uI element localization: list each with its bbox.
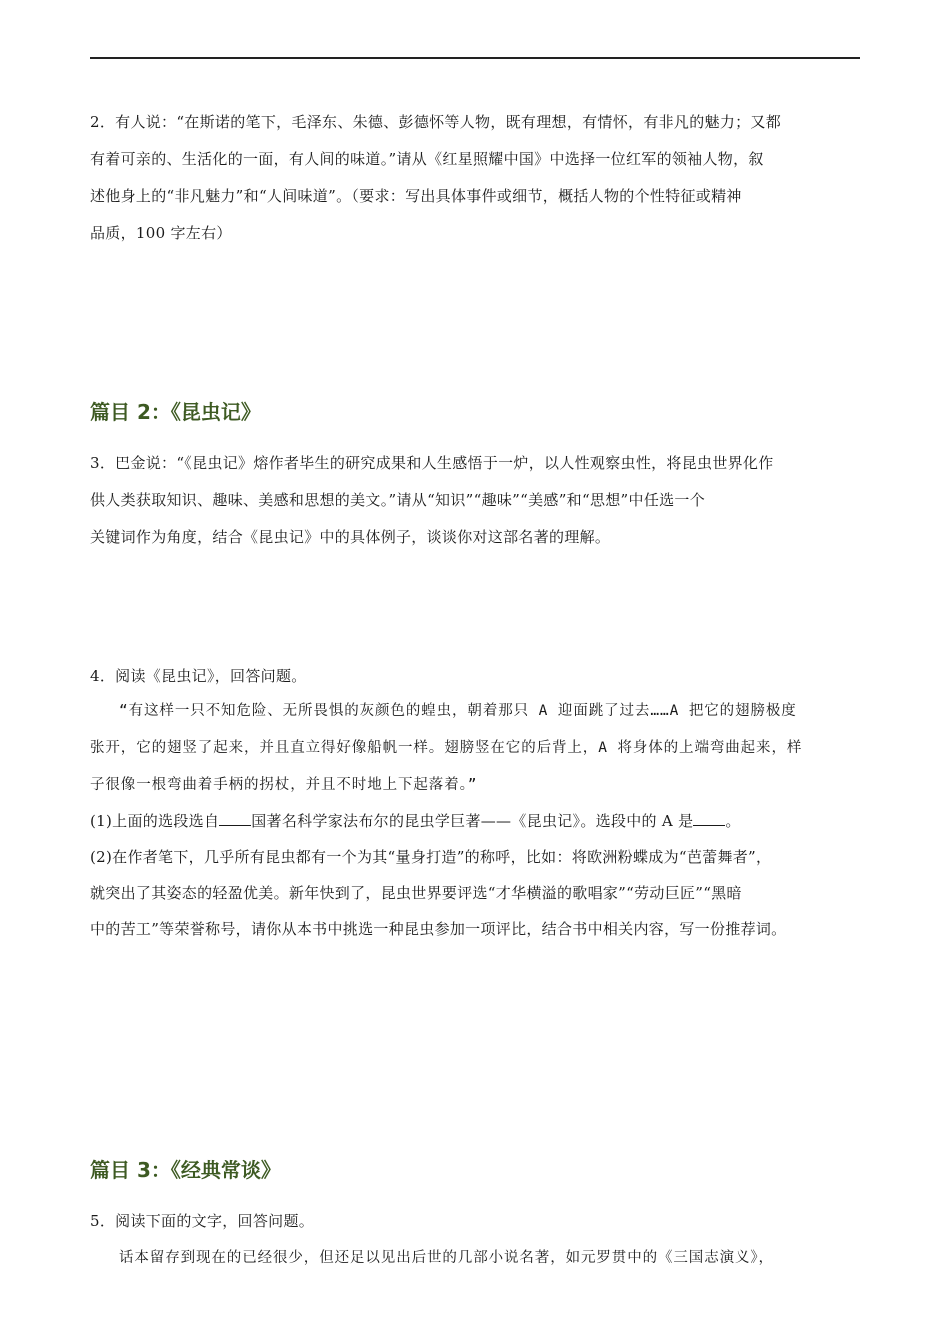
question-2-line: 述他身上的“非凡魅力”和“人间味道”。（要求：写出具体事件或细节，概括人物的个性特征或精神 — [90, 187, 742, 205]
quote-line: “有这样一只不知危险、无所畏惧的灰颜色的蝗虫，朝着那只 A 迎面跳了过去……A 把它的翅膀极度 — [119, 703, 797, 719]
question-4-quote — [90, 693, 860, 804]
question-4-intro: 4．阅读《昆虫记》，回答问题。 — [90, 667, 307, 685]
quote-line: 子很像一根弯曲着手柄的拐杖，并且不时地上下起落着。” — [90, 777, 478, 793]
quote-line: 张开，它的翅竖了起来，并且直立得好像船帆一样。翅膀竖在它的后背上，A 将身体的上端弯曲起来，样 — [90, 740, 803, 756]
question-3-line: 3．巴金说：“《昆虫记》熔作者毕生的研究成果和人生感悟于一炉，以人性观察虫性，将昆虫世界化作 — [90, 454, 774, 472]
question-2-line: 2．有人说：“在斯诺的笔下，毛泽东、朱德、彭德怀等人物，既有理想，有情怀，有非凡的魅力；又都 — [90, 113, 782, 131]
sub-2-line: 就突出了其姿态的轻盈优美。新年快到了，昆虫世界要评选“才华横溢的歌唱家”“劳动巨匠”“黑暗 — [90, 884, 742, 902]
question-3-line: 供人类获取知识、趣味、美感和思想的美文。”请从“知识”“趣味”“美感”和“思想”中任选一个 — [90, 491, 706, 509]
header-rule — [90, 57, 860, 59]
question-2 — [90, 104, 860, 252]
question-3 — [90, 445, 860, 556]
question-2-line: 品质，100 字左右） — [90, 224, 232, 242]
question-5-intro: 5．阅读下面的文字，回答问题。 — [90, 1212, 315, 1230]
section-2-heading: 篇目 2：《昆虫记》 — [90, 400, 261, 424]
question-5-quote: 话本留存到现在的已经很少，但还足以见出后世的几部小说名著，如元罗贯中的《三国志演义》， — [119, 1250, 774, 1266]
question-4-sub-2 — [90, 839, 860, 947]
sub-2-line: (2)在作者笔下，几乎所有昆虫都有一个为其“量身打造”的称呼，比如：将欧洲粉蝶成为“芭蕾舞者”， — [90, 848, 772, 866]
answer-blank-country[interactable] — [219, 811, 251, 826]
sub-1-text-before: (1)上面的选段选自 — [90, 812, 220, 830]
sub-1-text-after: 。 — [725, 812, 741, 830]
sub-2-line: 中的苦工”等荣誉称号，请你从本书中挑选一种昆虫参加一项评比，结合书中相关内容，写一份推荐词。 — [90, 920, 787, 938]
question-4-sub-1 — [90, 803, 860, 839]
question-3-line: 关键词作为角度，结合《昆虫记》中的具体例子，谈谈你对这部名著的理解。 — [90, 528, 611, 546]
section-3-heading: 篇目 3：《经典常谈》 — [90, 1158, 281, 1182]
question-2-line: 有着可亲的、生活化的一面，有人间的味道。”请从《红星照耀中国》中选择一位红军的领袖人物，叙 — [90, 150, 764, 168]
answer-blank-insect[interactable] — [693, 811, 725, 826]
sub-1-text-middle: 国著名科学家法布尔的昆虫学巨著——《昆虫记》。选段中的 A 是 — [251, 812, 694, 830]
